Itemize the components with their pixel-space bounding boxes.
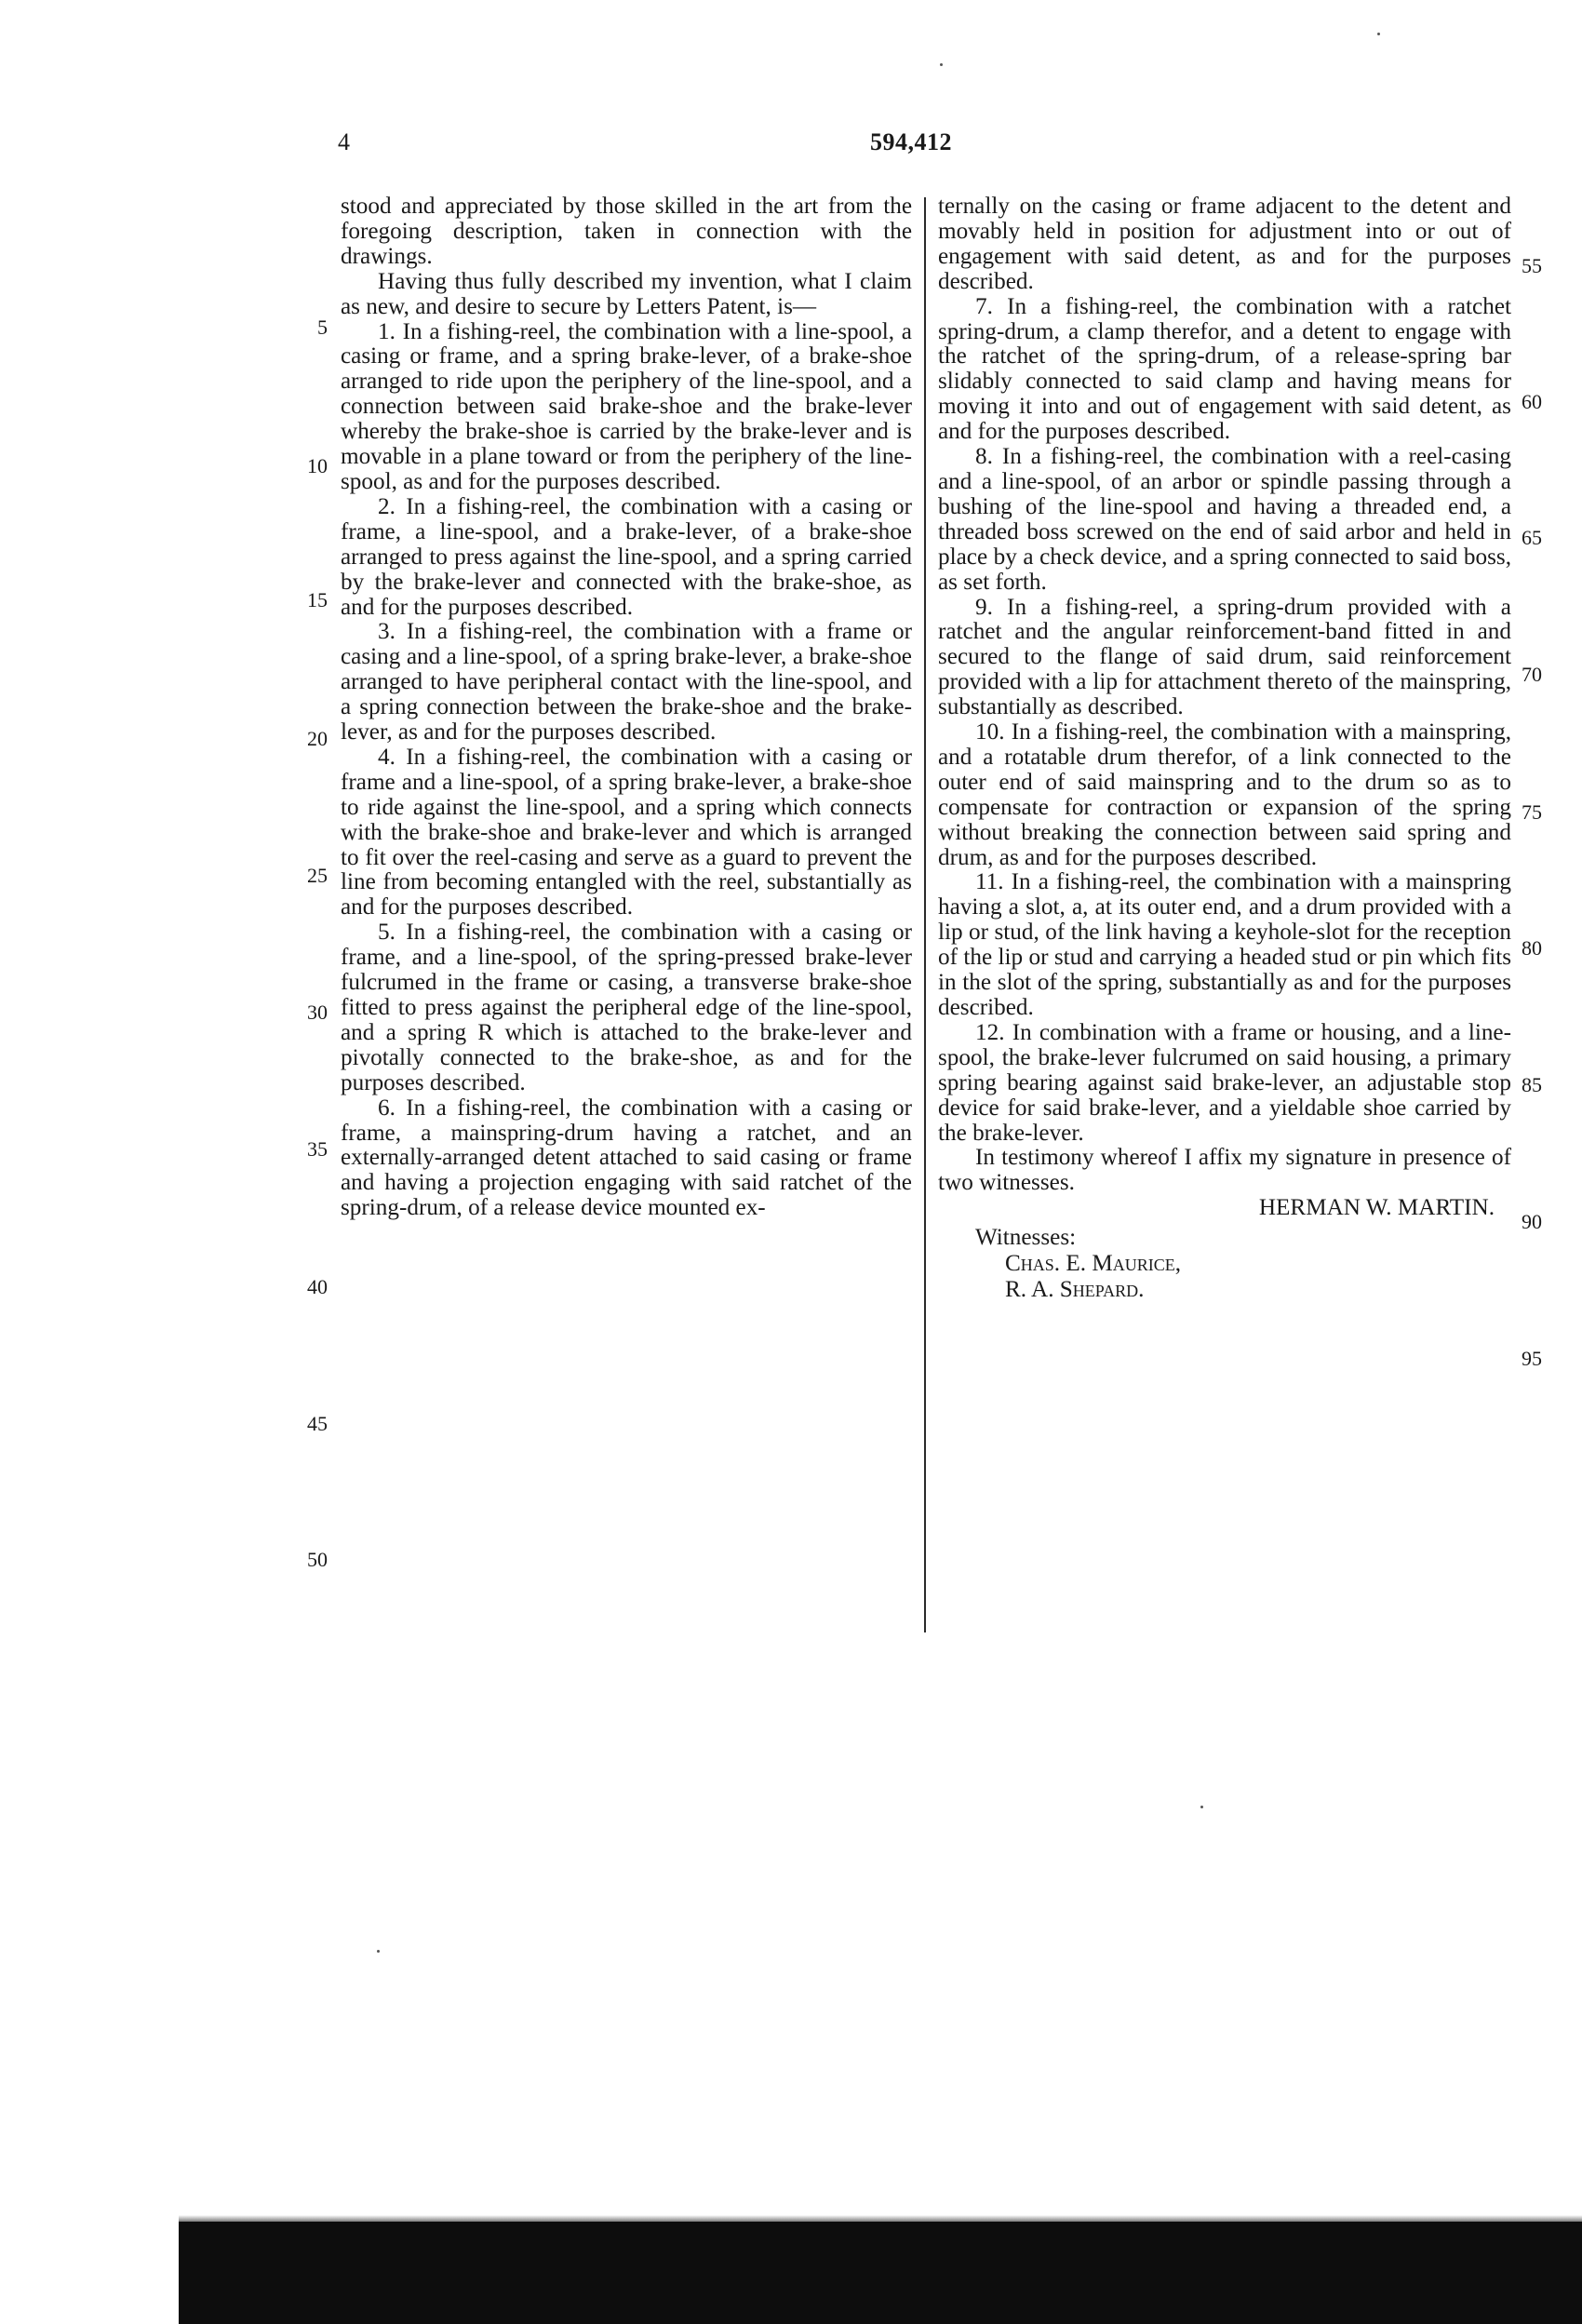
scan-bottom-bar [179, 2222, 1582, 2324]
line-number: 55 [1522, 254, 1542, 277]
line-number: 70 [1522, 663, 1542, 686]
paragraph: Having thus fully described my invention, what I claim as new, and desire to secure by Letters Patent, is— [341, 268, 912, 319]
left-column [341, 195, 912, 1221]
line-number: 20 [307, 727, 328, 750]
right-column [938, 195, 1511, 1303]
scan-speck [1377, 33, 1380, 35]
claim-11: 11. In a fishing-reel, the combination with a mainspring having a slot, a, at its outer end, and a drum provided with a lip or stud, of the link having a keyhole-slot for the reception of the lip or stud and carrying a headed stud or pin which fits in the slot of the spring, substantially as and for the purposes described. [938, 869, 1511, 1020]
line-number: 85 [1522, 1073, 1542, 1096]
line-number: 25 [307, 864, 328, 887]
testimony: In testimony whereof I affix my signature in presence of two witnesses. [938, 1145, 1511, 1196]
signature: HERMAN W. MARTIN. [1258, 1195, 1495, 1221]
line-number: 90 [1522, 1210, 1542, 1233]
scan-speck [940, 63, 943, 66]
line-number: 15 [307, 588, 328, 611]
claim-3: 3. In a fishing-reel, the combination with a frame or casing and a line-spool, of a spring brake-lever, a brake-shoe arranged to have peripheral contact with the line-spool, and a spring connection between the brake-shoe and the brake-lever, as and for the purposes described. [341, 619, 912, 746]
line-number: 45 [307, 1412, 328, 1435]
paragraph: ternally on the casing or frame adjacent to the detent and movably held in position for adjustment into or out of engagement with said detent, as and for the purposes described. [938, 194, 1511, 294]
line-number: 80 [1522, 936, 1542, 960]
line-number: 10 [307, 454, 328, 477]
scan-speck [1200, 1806, 1203, 1808]
witness-name: Chas. E. Maurice, [1005, 1251, 1182, 1277]
claim-12: 12. In combination with a frame or housing, and a line-spool, the brake-lever fulcrumed on said housing, a primary spring bearing against said brake-lever, an adjustable stop device for said brake-lever, and a yieldable shoe carried by the brake-lever. [938, 1019, 1511, 1146]
claim-6: 6. In a fishing-reel, the combination with a casing or frame, a mainspring-drum having a ratchet, and an externally-arranged detent attached to said casing or frame and having a projection engaging with said ratchet of the spring-drum, of a release device mounted ex- [341, 1095, 912, 1221]
line-number: 75 [1522, 800, 1542, 824]
claim-4: 4. In a fishing-reel, the combination with a casing or frame and a line-spool, of a spring brake-lever, a brake-shoe to ride against the line-spool, and a spring which connects with the brake-shoe and brake-lever and which is arranged to fit over the reel-casing and serve as a guard to prevent the line from becoming entangled with the reel, substantially as and for the purposes described. [341, 744, 912, 920]
line-number: 50 [307, 1548, 328, 1571]
witnesses-label: Witnesses: [975, 1225, 1077, 1251]
page-number: 4 [338, 128, 350, 155]
claim-1: 1. In a fishing-reel, the combination with a line-spool, a casing or frame, and a spring brake-lever, of a brake-shoe arranged to ride upon the periphery of the line-spool, and a connection between said brake-shoe and the brake-lever whereby the brake-shoe is carried by the brake-lever and is movable in a plane toward or from the periphery of the line-spool, as and for the purposes described. [341, 318, 912, 494]
line-number: 65 [1522, 526, 1542, 549]
patent-number: 594,412 [870, 128, 952, 155]
claim-7: 7. In a fishing-reel, the combination with a ratchet spring-drum, a clamp therefor, and a detent to engage with the ratchet of the spring-drum, of a release-spring bar slidably connected to said clamp and having means for moving it into and out of engagement with said detent, as and for the purposes described. [938, 293, 1511, 445]
witness-name: R. A. Shepard. [1005, 1277, 1145, 1303]
line-number: 40 [307, 1275, 328, 1298]
claim-9: 9. In a fishing-reel, a spring-drum provided with a ratchet and the angular reinforcement-band fitted in and secured to the flange of said drum, said reinforcement provided with a lip for attachment thereto of the mainspring, substantially as described. [938, 594, 1511, 720]
claim-10: 10. In a fishing-reel, the combination with a mainspring, and a rotatable drum therefor, of a link connected to the outer end of said mainspring and to the drum so as to compensate for contraction or expansion of the spring without breaking the connection between said spring and drum, as and for the purposes described. [938, 719, 1511, 870]
scan-speck [377, 1950, 380, 1953]
line-number: 60 [1522, 390, 1542, 413]
line-number: 35 [307, 1137, 328, 1161]
claim-5: 5. In a fishing-reel, the combination with a casing or frame, and a line-spool, of the spring-pressed brake-lever fulcrumed in the frame or casing, a transverse brake-shoe fitted to press against the peripheral edge of the line-spool, and a spring R which is attached to the brake-lever and pivotally connected to the brake-shoe, as and for the purposes described. [341, 920, 912, 1095]
claim-2: 2. In a fishing-reel, the combination with a casing or frame, a line-spool, and a brake-lever, of a brake-shoe arranged to press against the line-spool, and a spring carried by the brake-lever and connected with the brake-shoe, as and for the purposes described. [341, 493, 912, 620]
column-divider [924, 197, 926, 1632]
line-number: 30 [307, 1001, 328, 1024]
paragraph: stood and appreciated by those skilled in the art from the foregoing description, taken in connection with the drawings. [341, 194, 912, 269]
claim-8: 8. In a fishing-reel, the combination with a reel-casing and a line-spool, of an arbor or spindle passing through a bushing of the line-spool and having a threaded end, a threaded boss screwed on the end of said arbor and held in place by a check device, and a spring connected to said boss, as set forth. [938, 444, 1511, 595]
line-number: 5 [317, 316, 328, 339]
line-number: 95 [1522, 1347, 1542, 1370]
